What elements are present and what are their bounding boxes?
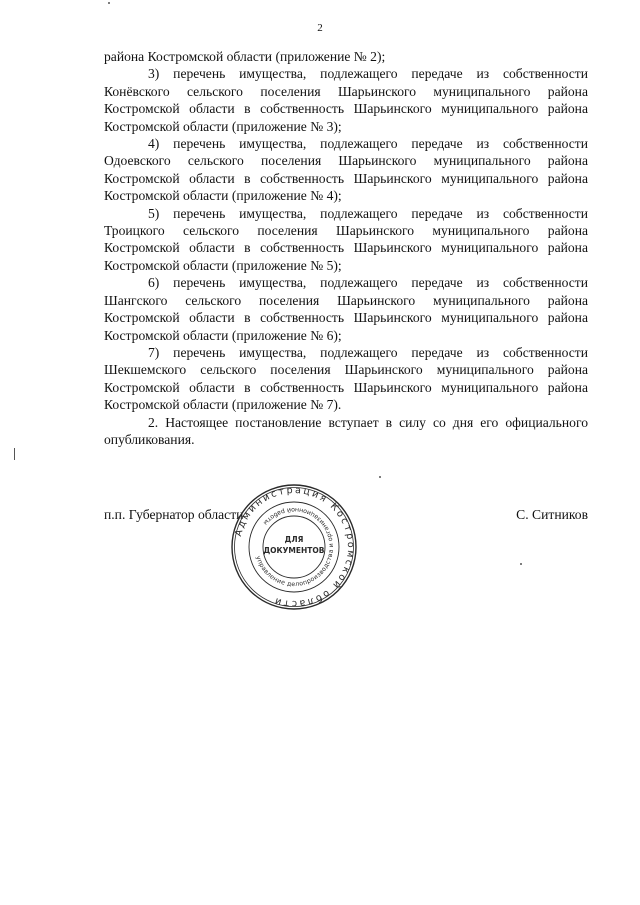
- signatory-name: С. Ситников: [516, 507, 588, 522]
- scan-speck: [379, 476, 381, 478]
- paragraph-continuation: района Костромской области (приложение № 2);: [104, 49, 386, 64]
- seal-center-line1: ДЛЯ: [284, 535, 304, 544]
- seal-center-line2: ДОКУМЕНТОВ: [263, 546, 325, 555]
- paragraph-item-6: 6) перечень имущества, подлежащего передаче из собственности Шангского сельского поселения Шарьинского муниципального района Костромской области в собственность Шарьинского муниципального района Костромской области (приложение № 6);: [104, 275, 588, 343]
- scan-speck: [108, 2, 110, 4]
- scan-speck: [14, 448, 15, 460]
- paragraph-effective-clause: 2. Настоящее постановление вступает в силу со дня его официального опубликования.: [104, 414, 588, 447]
- paragraph-item-5: 5) перечень имущества, подлежащего передаче из собственности Троицкого сельского поселения Шарьинского муниципального района Костромской области в собственность Шарьинского муниципального района Костромской области (приложение № 5);: [104, 205, 588, 273]
- document-body: [104, 48, 588, 448]
- seal-inner-text: управление делопроизводства и организационной работы: [254, 505, 336, 589]
- page-number: 2: [317, 22, 323, 34]
- seal-outer-text: Администрация Костромской области: [233, 484, 357, 610]
- paragraph-item-4: 4) перечень имущества, подлежащего передаче из собственности Одоевского сельского поселения Шарьинского муниципального района Костромской области в собственность Шарьинского муниципального района Костромской области (приложение № 4);: [104, 136, 588, 204]
- signatory-title: п.п. Губернатор области: [104, 507, 244, 522]
- paragraph-item-7: 7) перечень имущества, подлежащего передаче из собственности Шекшемского сельского поселения Шарьинского муниципального района Костромской области в собственность Шарьинского муниципального района Костромской области (приложение № 7).: [104, 344, 588, 413]
- scan-speck: [520, 563, 522, 565]
- paragraph-item-3: 3) перечень имущества, подлежащего передаче из собственности Конёвского сельского поселения Шарьинского муниципального района Костромской области в собственность Шарьинского муниципального района Костромской области (приложение № 3);: [104, 66, 588, 134]
- official-seal-stamp: [229, 482, 359, 612]
